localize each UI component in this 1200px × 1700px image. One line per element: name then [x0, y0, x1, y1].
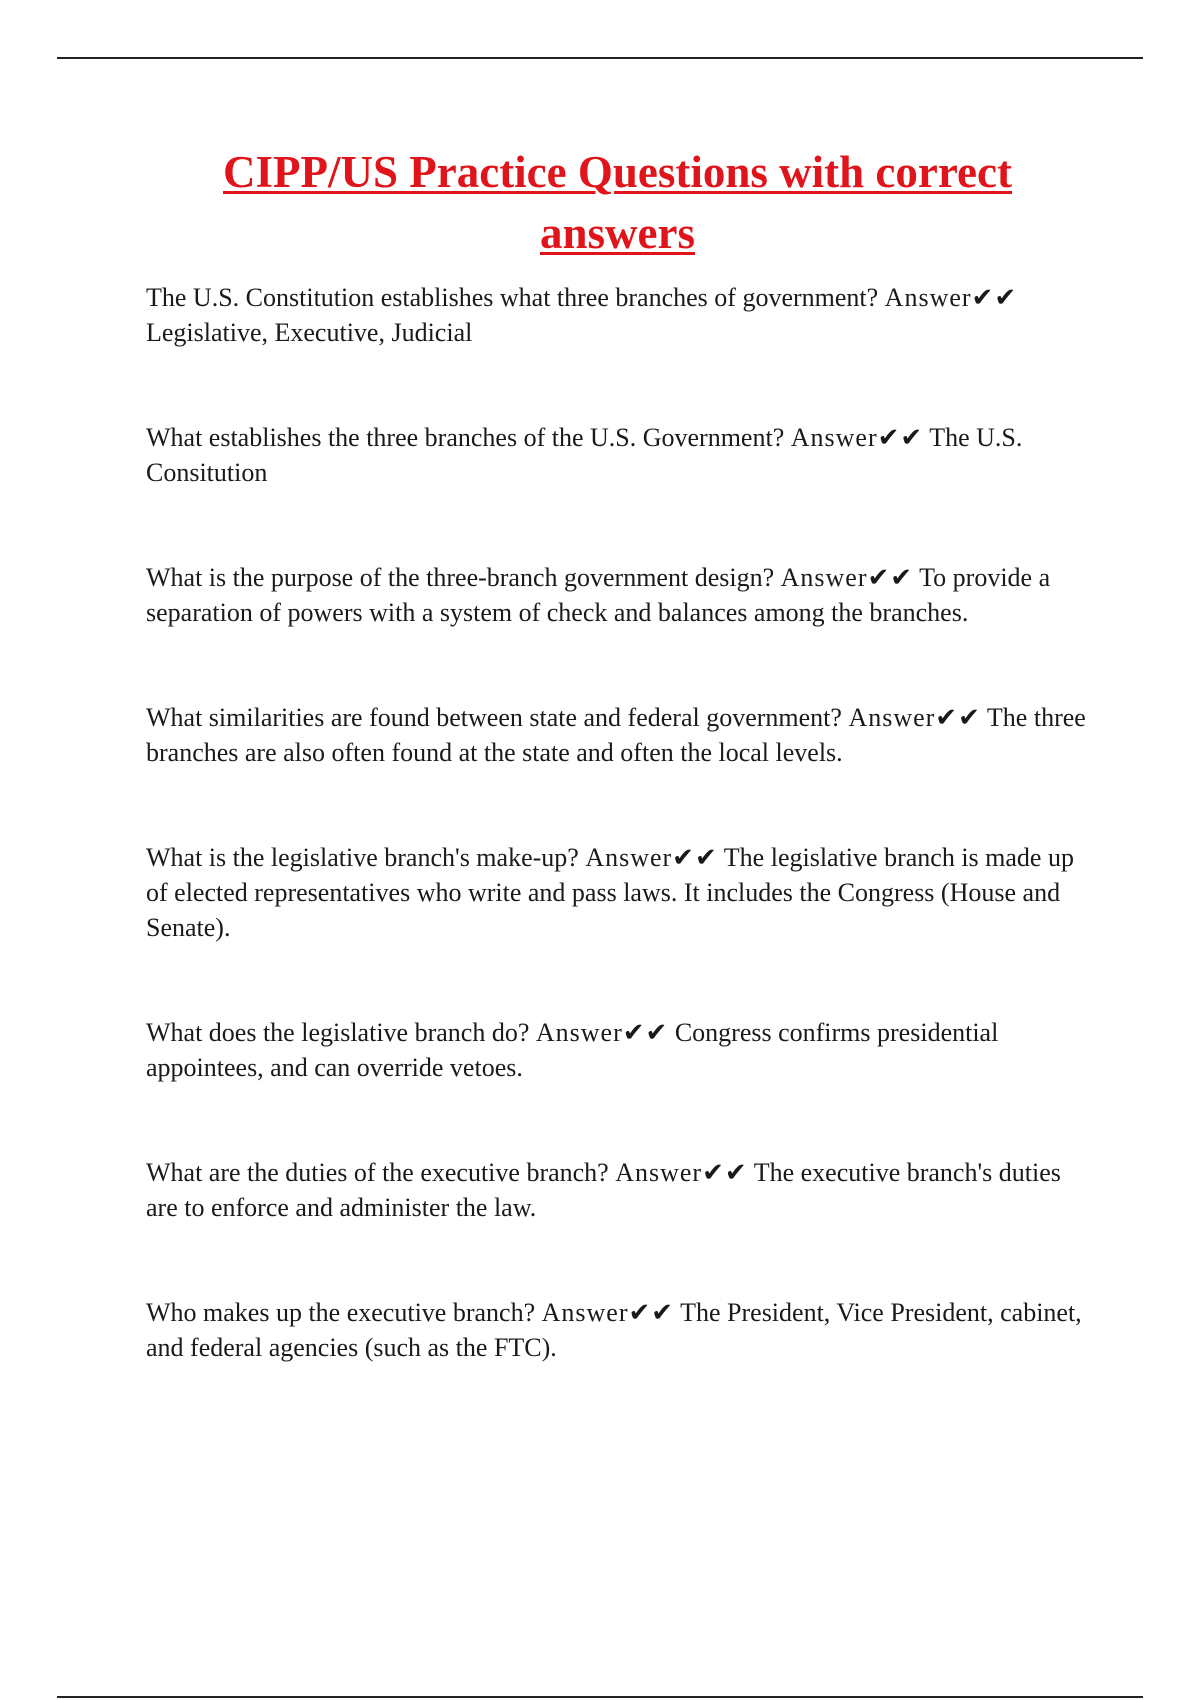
qa-item-7 — [146, 1155, 1092, 1225]
question-text: What are the duties of the executive branch? — [146, 1158, 609, 1187]
qa-item-2 — [146, 420, 1092, 490]
question-text: Who makes up the executive branch? — [146, 1298, 536, 1327]
answer-text: The executive branch's duties are to enforce and administer the law. — [146, 1158, 1061, 1222]
answer-text: Legislative, Executive, Judicial — [146, 318, 473, 347]
question-text: What establishes the three branches of the U.S. Government? — [146, 423, 785, 452]
answer-text: The legislative branch is made up of elected representatives who write and pass laws. It includes the Congress (House and Senate). — [146, 843, 1074, 942]
qa-item-5 — [146, 840, 1092, 945]
answer-marker: Answer✔✔ — [790, 423, 924, 452]
question-text: What is the legislative branch's make-up? — [146, 843, 579, 872]
question-text: What similarities are found between state and federal government? — [146, 703, 842, 732]
document-title: CIPP/US Practice Questions with correct answers — [223, 147, 1012, 258]
answer-marker: Answer✔✔ — [535, 1018, 669, 1047]
answer-marker: Answer✔✔ — [585, 843, 718, 872]
answer-marker: Answer✔✔ — [884, 283, 1018, 312]
question-text: What is the purpose of the three-branch government design? — [146, 563, 775, 592]
question-text: The U.S. Constitution establishes what three branches of government? — [146, 283, 879, 312]
qa-item-8 — [146, 1295, 1092, 1365]
answer-marker: Answer✔✔ — [615, 1158, 748, 1187]
qa-item-6 — [146, 1015, 1092, 1085]
answer-marker: Answer✔✔ — [541, 1298, 675, 1327]
qa-list — [146, 280, 1092, 1365]
top-rule — [57, 57, 1143, 59]
answer-marker: Answer✔✔ — [780, 563, 914, 592]
qa-item-3 — [146, 560, 1092, 630]
answer-text: To provide a separation of powers with a system of check and balances among the branches. — [146, 563, 1051, 627]
answer-marker: Answer✔✔ — [848, 703, 981, 732]
answer-text: Congress confirms presidential appointees, and can override vetoes. — [146, 1018, 999, 1082]
question-text: What does the legislative branch do? — [146, 1018, 530, 1047]
answer-text: The three branches are also often found at the state and often the local levels. — [146, 703, 1086, 767]
qa-item-4 — [146, 700, 1092, 770]
answer-text: The President, Vice President, cabinet, and federal agencies (such as the FTC). — [146, 1298, 1082, 1362]
bottom-rule — [57, 1696, 1143, 1698]
qa-item-1 — [146, 280, 1092, 350]
answer-text: The U.S. Consitution — [146, 423, 1023, 487]
